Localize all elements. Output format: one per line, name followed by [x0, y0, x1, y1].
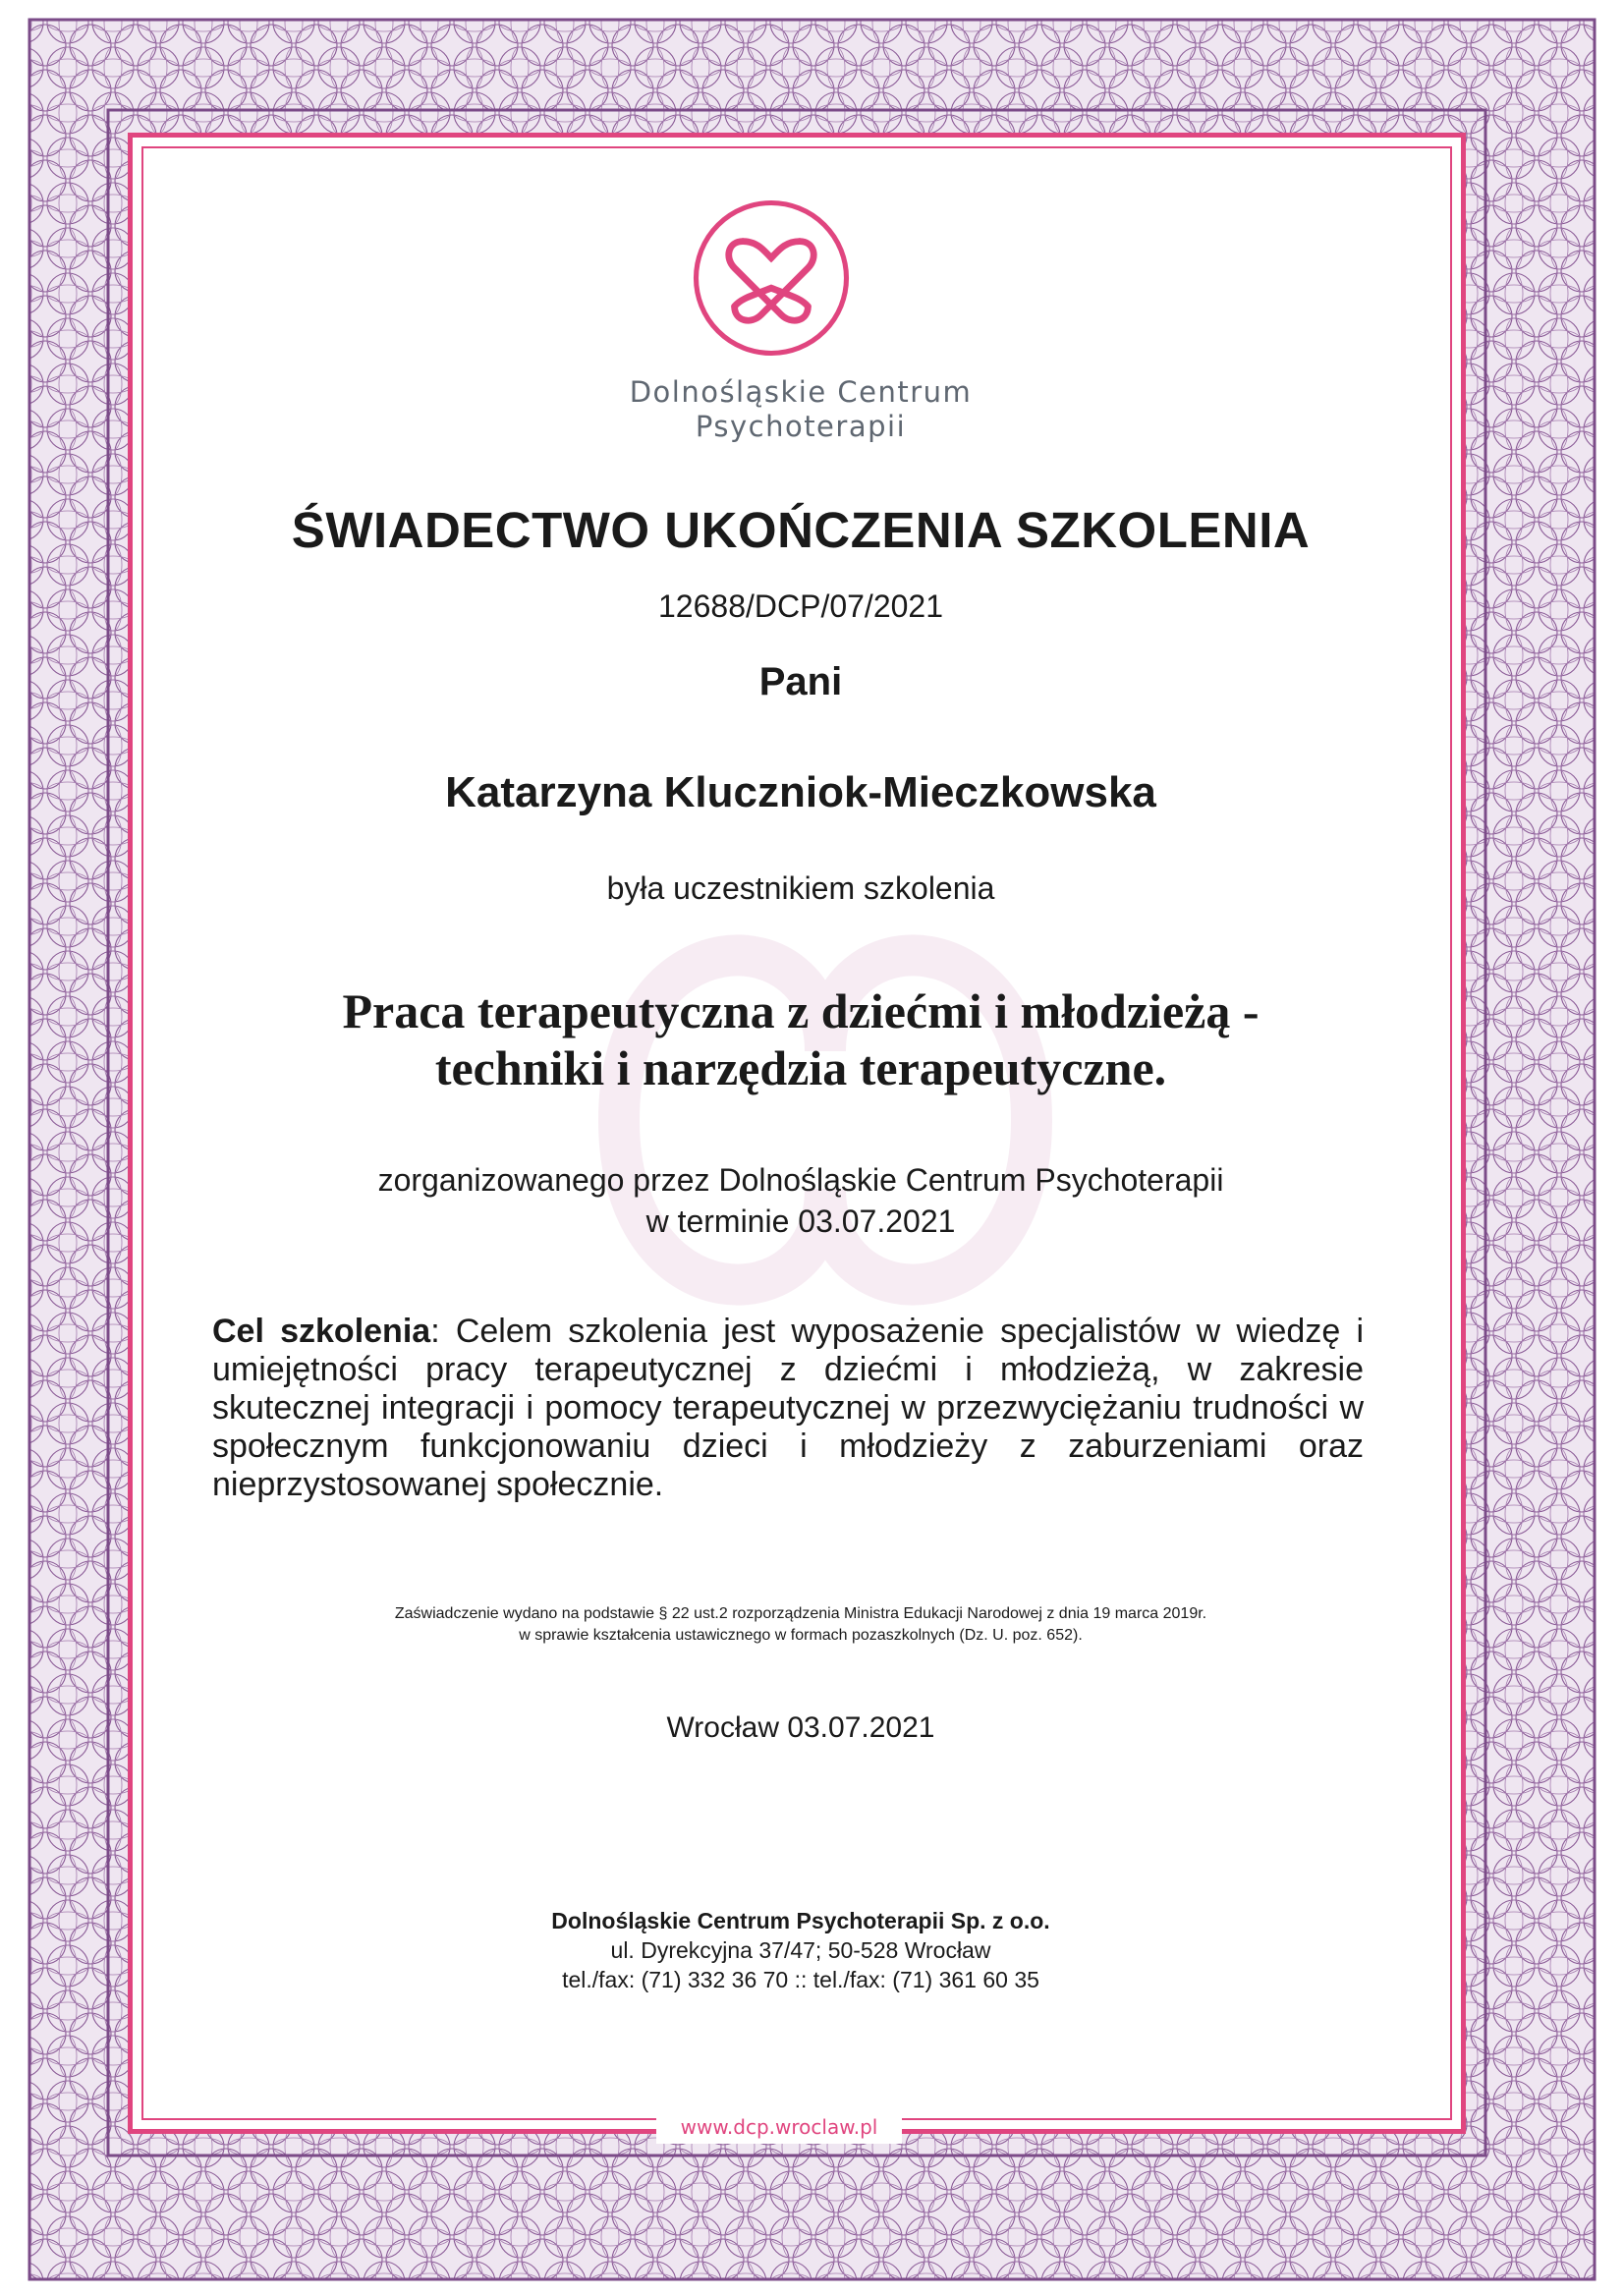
course-title: [187, 982, 1415, 1096]
course-date: w terminie 03.07.2021: [645, 1204, 956, 1239]
place-date: Wrocław 03.07.2021: [666, 1711, 935, 1744]
certificate-title: ŚWIADECTWO UKOŃCZENIA SZKOLENIA: [291, 502, 1311, 558]
course-title-line2: techniki i narzędzia terapeutyczne.: [434, 1040, 1167, 1095]
org-name: [187, 375, 1415, 444]
org-name-line2: Psychoterapii: [695, 410, 907, 443]
org-name-line1: Dolnośląskie Centrum: [629, 375, 973, 409]
dcp-logo-icon: [688, 195, 855, 362]
footer-address: ul. Dyrekcyjna 37/47; 50-528 Wrocław: [610, 1937, 991, 1963]
goal-label: Cel szkolenia: [212, 1313, 431, 1350]
course-title-line1: Praca terapeutyczna z dziećmi i młodzieżą -: [342, 983, 1260, 1038]
footer-contact: [187, 1906, 1415, 1994]
participant-name: Katarzyna Kluczniok-Mieczkowska: [445, 768, 1156, 816]
organized-block: [187, 1159, 1415, 1242]
participation-text: była uczestnikiem szkolenia: [606, 870, 995, 906]
footer-company: Dolnośląskie Centrum Psychoterapii Sp. z o.o.: [551, 1908, 1050, 1933]
organized-by: zorganizowanego przez Dolnośląskie Centrum Psychoterapii: [377, 1162, 1224, 1198]
goal-text: : Celem szkolenia jest wyposażenie specjalistów w wiedzę i umiejętności pracy terapeutycznej z dziećmi i młodzieżą, w zakresie skutecznej integracji i pomocy terapeutycznej w przezwyciężaniu trudności w społecznym funkcjonowaniu dzieci i młodzieży z zaburzeniami oraz nieprzystosowanej społecznie.: [212, 1313, 1364, 1503]
salutation: Pani: [758, 660, 843, 703]
certificate-number: 12688/DCP/07/2021: [658, 588, 943, 624]
website-link[interactable]: www.dcp.wroclaw.pl: [656, 2110, 902, 2144]
footer-phones: tel./fax: (71) 332 36 70 :: tel./fax: (71) 361 60 35: [562, 1967, 1039, 1992]
legal-basis: [187, 1603, 1415, 1647]
legal-line2: w sprawie kształcenia ustawicznego w formach pozaszkolnych (Dz. U. poz. 652).: [519, 1627, 1083, 1644]
course-goal: [212, 1313, 1364, 1504]
legal-line1: Zaświadczenie wydano na podstawie § 22 ust.2 rozporządzenia Ministra Edukacji Narodowej z dnia 19 marca 2019r.: [394, 1605, 1207, 1622]
